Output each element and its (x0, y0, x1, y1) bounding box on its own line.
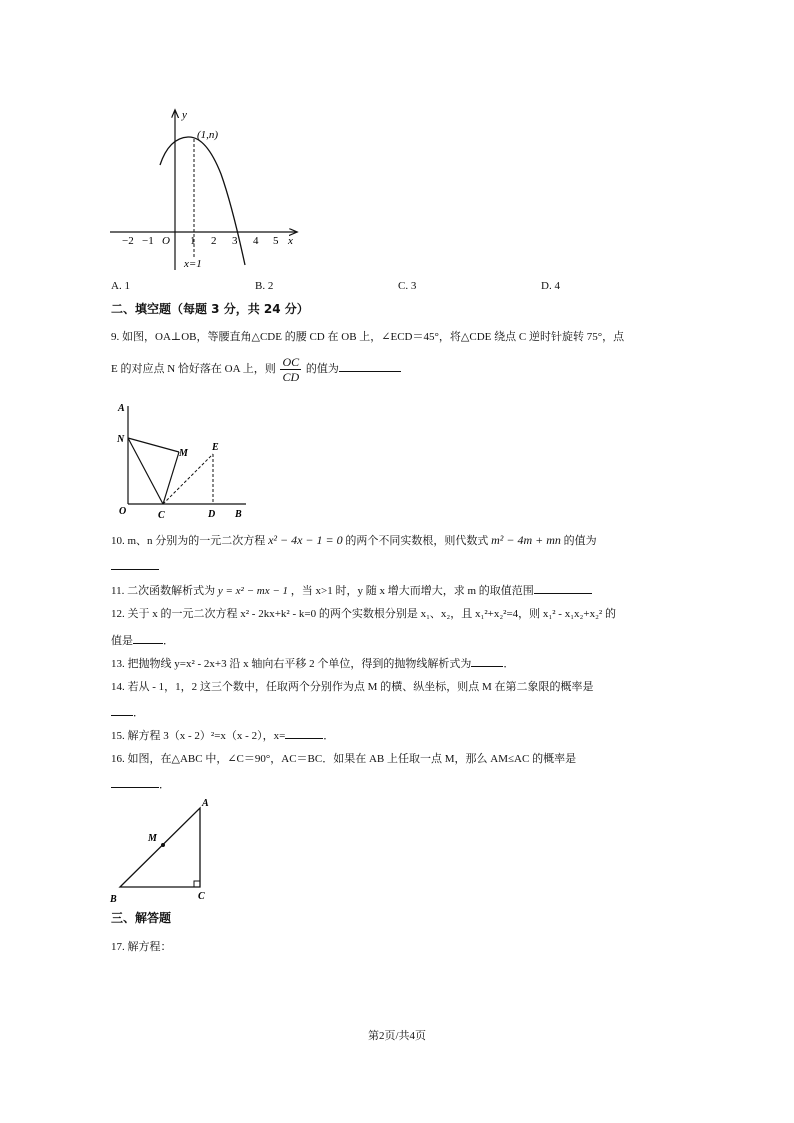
q12-line1: 12. 关于 x 的一元二次方程 x² - 2kx+k² - k=0 的两个实数根分别是 x₁、x₂，且 x₁²+x₂²=4，则 x₁² - x₁x₂+x₂² 的 (111, 608, 616, 620)
point-m (161, 843, 165, 847)
q10-line1 (111, 533, 597, 548)
option-b[interactable]: B. 2 (255, 280, 274, 292)
q13-answer-blank[interactable] (471, 656, 503, 667)
q9-label-C: C (158, 510, 165, 521)
q9-label-D: D (208, 509, 216, 520)
q9-line1: 9. 如图，OA⊥OB，等腰直角△CDE 的腰 CD 在 OB 上，∠ECD＝45°，将△CDE 绕点 C 逆时针旋转 75°，点 (111, 331, 625, 343)
q9-figure (112, 398, 254, 522)
q16-answer-blank[interactable] (111, 777, 159, 788)
q16-line1: 16. 如图，在△ABC 中，∠C＝90°，AC＝BC．如果在 AB 上任取一点 M，那么 AM≤AC 的概率是 (111, 753, 577, 765)
y-axis-label: y (182, 109, 187, 121)
section-3-title: 三、解答题 (111, 911, 172, 925)
tick-neg1: −1 (142, 235, 154, 247)
q11-text-b: ，当 x>1 时，y 随 x 增大而增大，求 m 的取值范围 (290, 585, 534, 597)
symmetry-axis-label: x=1 (184, 258, 202, 270)
q9-label-E: E (212, 442, 219, 453)
q9-line2-text-b: 的值为 (305, 363, 339, 375)
q13-text: 13. 把抛物线 y=x² - 2x+3 沿 x 轴向右平移 2 个单位，得到的抛物线解析式为 (111, 658, 472, 670)
q15-text: 15. 解方程 3（x - 2）²=x（x - 2），x= (111, 730, 286, 742)
q11-answer-blank[interactable] (534, 583, 592, 594)
q10-expression: m² − 4m + mn (491, 533, 561, 547)
option-a[interactable]: A. 1 (111, 280, 130, 292)
q14-line2: ． (111, 705, 144, 720)
q11-text-a: 11. 二次函数解析式为 (111, 585, 216, 597)
tick-3: 3 (232, 235, 238, 247)
q9-label-M: M (179, 448, 188, 459)
origin-label: O (162, 235, 170, 247)
q16-label-B: B (110, 894, 117, 905)
q9-answer-blank[interactable] (339, 361, 401, 372)
tick-4: 4 (253, 235, 259, 247)
tick-1: 1 (190, 235, 196, 247)
option-c[interactable]: C. 3 (398, 280, 417, 292)
q12-line2-text: 值是 (111, 635, 133, 647)
q10-equation: x² − 4x − 1 = 0 (268, 533, 343, 547)
q14-answer-blank[interactable] (111, 705, 133, 716)
q17-line: 17. 解方程： (111, 941, 172, 953)
q9-fraction (280, 355, 301, 384)
q16-triangle-figure (106, 794, 218, 906)
option-d[interactable]: D. 4 (541, 280, 560, 292)
tick-2: 2 (211, 235, 217, 247)
q15-line: 15. 解方程 3（x - 2）²=x（x - 2），x= ． (111, 730, 335, 742)
q10-text-b: 的两个不同实数根，则代数式 (345, 535, 489, 547)
q9-frac-denominator: CD (282, 369, 300, 384)
q9-label-A: A (118, 403, 125, 414)
parabola-graph (108, 105, 306, 275)
q16-label-A: A (202, 798, 209, 809)
q16-label-M: M (148, 833, 157, 844)
q13-line: 13. 把抛物线 y=x² - 2x+3 沿 x 轴向右平移 2 个单位，得到的抛物线解析式为 ． (111, 658, 515, 670)
q9-line2 (111, 352, 401, 386)
section-2-title: 二、填空题（每题 3 分，共 24 分） (111, 302, 309, 316)
q10-text-c: 的值为 (563, 535, 597, 547)
q10-answer-blank[interactable] (111, 559, 159, 570)
q12-answer-blank[interactable] (133, 633, 163, 644)
tick-5: 5 (273, 235, 279, 247)
q10-text-a: 10. m、n 分别为的一元二次方程 (111, 535, 266, 547)
q14-line1: 14. 若从 - 1，1，2 这三个数中，任取两个分别作为点 M 的横、纵坐标，则点 M 在第二象限的概率是 (111, 681, 594, 693)
q11-formula: y = x² − mx − 1 (217, 585, 289, 597)
vertex-label: (1,n) (197, 129, 219, 141)
q11-line (111, 583, 592, 598)
q9-label-N: N (117, 434, 125, 445)
q9-label-O: O (119, 506, 127, 517)
x-axis-label: x (288, 235, 293, 247)
q15-answer-blank[interactable] (285, 728, 323, 739)
q9-label-B: B (235, 509, 242, 520)
q16-label-C: C (198, 891, 205, 902)
q12-line2: 值是 ． (111, 635, 174, 647)
q9-frac-numerator: OC (282, 354, 300, 369)
tick-neg2: −2 (122, 235, 134, 247)
q16-line2: ． (111, 777, 170, 792)
q9-line2-text-a: E 的对应点 N 恰好落在 OA 上，则 (111, 363, 276, 375)
page-footer: 第2页/共4页 (367, 1030, 427, 1042)
